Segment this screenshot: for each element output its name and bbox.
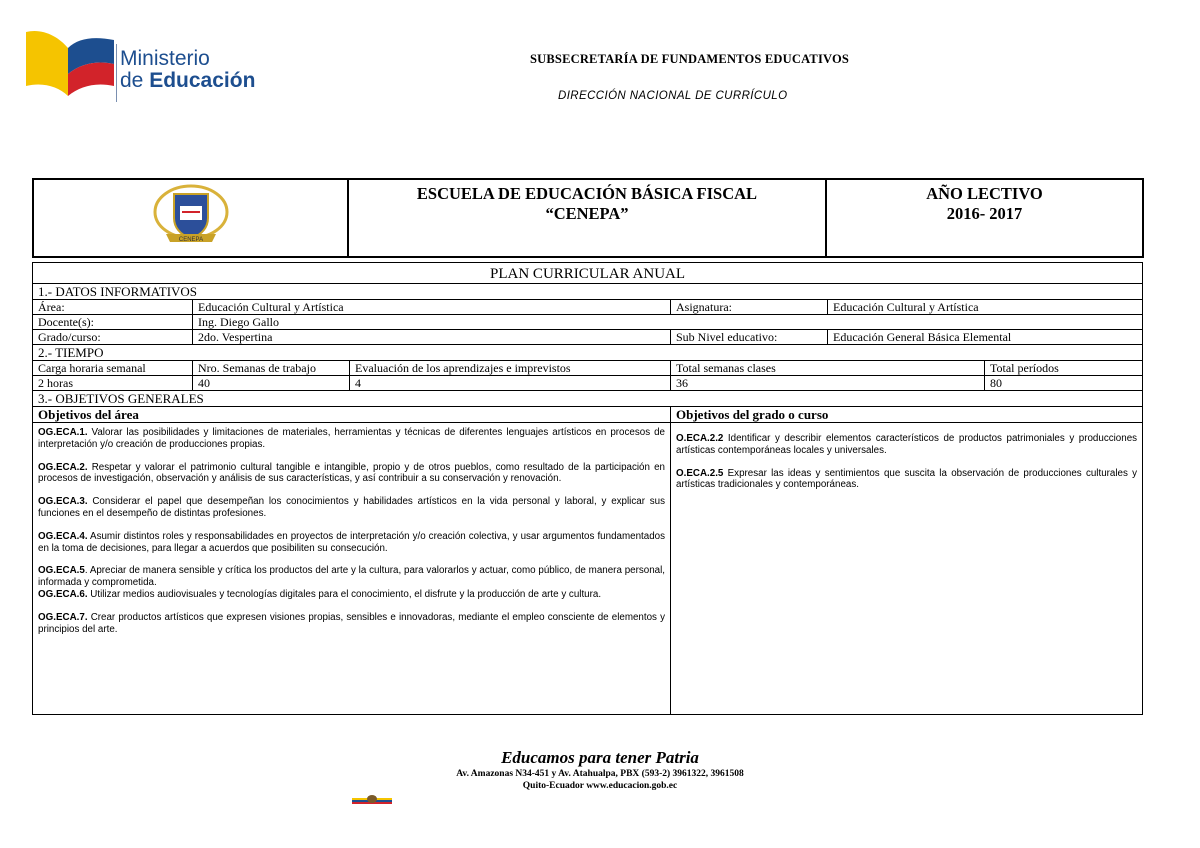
objetivos-grado-heading: Objetivos del grado o curso [671,407,1143,423]
footer-address: Av. Amazonas N34-451 y Av. Atahualpa, PBX (593-2) 3961322, 3961508 [456,769,744,779]
area-label: Área: [33,300,193,315]
logo-text [120,48,255,92]
tiempo-value: 80 [985,376,1143,391]
logo-line-2-bold: Educación [149,69,256,92]
footer-motto: Educamos para tener Patria [501,748,699,767]
list-item [38,589,665,601]
objetivos-area-heading: Objetivos del área [33,407,671,423]
objective-text: Utilizar medios audiovisuales y tecnologías digitales para el conocimiento, el disfrute y la producción de arte y cultura. [87,588,602,600]
objective-text: Valorar las posibilidades y limitaciones de materiales, herramientas y técnicas de diferentes lenguajes artísticos en procesos de interpretación y/o creación de producciones propias. [38,427,665,450]
section-objetivos-heading: 3.- OBJETIVOS GENERALES [33,391,1143,407]
tiempo-value: 2 horas [33,376,193,391]
list-item [676,433,1137,457]
objective-code: OG.ECA.1. [38,427,88,438]
logo-line-2 [120,70,255,92]
plan-title: PLAN CURRICULAR ANUAL [33,263,1143,284]
subnivel-label: Sub Nivel educativo: [671,330,828,345]
asignatura-label: Asignatura: [671,300,828,315]
objetivos-area-list [33,423,671,715]
tiempo-value: 4 [350,376,671,391]
objective-text: Crear productos artísticos que expresen visiones propias, sensibles e innovadoras, mediante el empleo consciente de elementos y principios del arte. [38,611,665,635]
objective-code: O.ECA.2.5 [676,467,724,479]
school-name-cell [348,179,826,257]
table-row [33,376,1143,391]
table-row [33,300,1143,315]
ecuador-flag-icon [350,794,394,806]
objective-text: Considerar el papel que desempeñan los conocimientos y habilidades artísticos en la vida personal y laboral, y explicar sus funciones en el desempeño de distintas profesiones. [38,496,665,519]
ministerio-logo [24,26,274,106]
tiempo-value: 36 [671,376,985,391]
tiempo-header: Evaluación de los aprendizajes e imprevistos [350,361,671,376]
list-item [676,468,1137,492]
objective-code: OG.ECA.2. [38,461,88,473]
shield-label: CENEPA [178,237,203,243]
grado-value: 2do. Vespertina [193,330,671,345]
docente-label: Docente(s): [33,315,193,330]
school-header-table [32,178,1144,258]
objective-text: Expresar las ideas y sentimientos que suscita la observación de producciones culturales y artísticas tradicionales y contemporáneas. [676,467,1138,491]
objective-code: OG.ECA.4. [38,530,88,542]
tiempo-header: Total períodos [985,361,1143,376]
tiempo-header: Total semanas clases [671,361,985,376]
objective-text: Respetar y valorar el patrimonio cultural tangible e intangible, propio y de otros pueblos, como resultado de la participación en procesos de investigación, observación y análisis de sus características, y así contribuir a su conservación y renovación. [38,461,665,485]
header-subtitle: DIRECCIÓN NACIONAL DE CURRÍCULO [558,90,788,102]
plan-curricular-document [32,178,1142,715]
list-item [38,462,665,486]
list-item [38,612,665,636]
list-item [38,427,665,451]
school-name-line-1: ESCUELA DE EDUCACIÓN BÁSICA FISCAL [416,184,758,203]
school-shield-cell [33,179,348,257]
logo-line-2-prefix: de [120,69,150,92]
objetivos-grado-list [671,423,1143,715]
school-shield-icon [146,182,236,248]
year-cell [826,179,1143,257]
objective-text: . Apreciar de manera sensible y crítica los productos del arte y la cultura, para valorarlos y actuar, como público, de manera personal, informada y comprometida. [38,565,665,589]
grado-label: Grado/curso: [33,330,193,345]
area-value: Educación Cultural y Artística [193,300,671,315]
table-row [33,330,1143,345]
table-row [33,315,1143,330]
list-item [38,496,665,520]
tiempo-header: Nro. Semanas de trabajo [193,361,350,376]
objective-text: Identificar y describir elementos característicos de productos patrimoniales y producciones artísticas contemporáneas locales y universales. [676,433,1138,456]
footer [0,748,1200,792]
subnivel-value: Educación General Básica Elemental [828,330,1143,345]
objective-code: OG.ECA.3. [38,496,88,508]
table-row [33,361,1143,376]
objective-code: OG.ECA.6. [38,588,88,600]
logo-line-1: Ministerio [120,47,210,70]
year-label: AÑO LECTIVO [926,184,1043,203]
asignatura-value: Educación Cultural y Artística [828,300,1143,315]
objective-text: Asumir distintos roles y responsabilidades en proyectos de interpretación y/o creación colectiva, y usar argumentos fundamentados en la toma de decisiones, para llegar a acuerdos que posibiliten su consecución. [38,530,665,554]
logo-separator [116,44,117,102]
objective-code: O.ECA.2.2 [676,433,724,444]
header-title: SUBSECRETARÍA DE FUNDAMENTOS EDUCATIVOS [530,52,850,66]
year-value: 2016- 2017 [946,204,1023,223]
ministerio-flag-icon [24,26,116,102]
tiempo-value: 40 [193,376,350,391]
list-item [38,531,665,555]
school-name-line-2: “CENEPA” [545,204,629,223]
list-item [38,565,665,589]
objective-code: OG.ECA.5 [38,565,85,577]
objective-code: OG.ECA.7. [38,611,88,623]
tiempo-header: Carga horaria semanal [33,361,193,376]
plan-table [32,262,1143,715]
section-datos-heading: 1.- DATOS INFORMATIVOS [33,284,1143,300]
docente-value: Ing. Diego Gallo [193,315,1143,330]
section-tiempo-heading: 2.- TIEMPO [33,345,1143,361]
footer-city-website: Quito-Ecuador www.educacion.gob.ec [522,781,678,791]
